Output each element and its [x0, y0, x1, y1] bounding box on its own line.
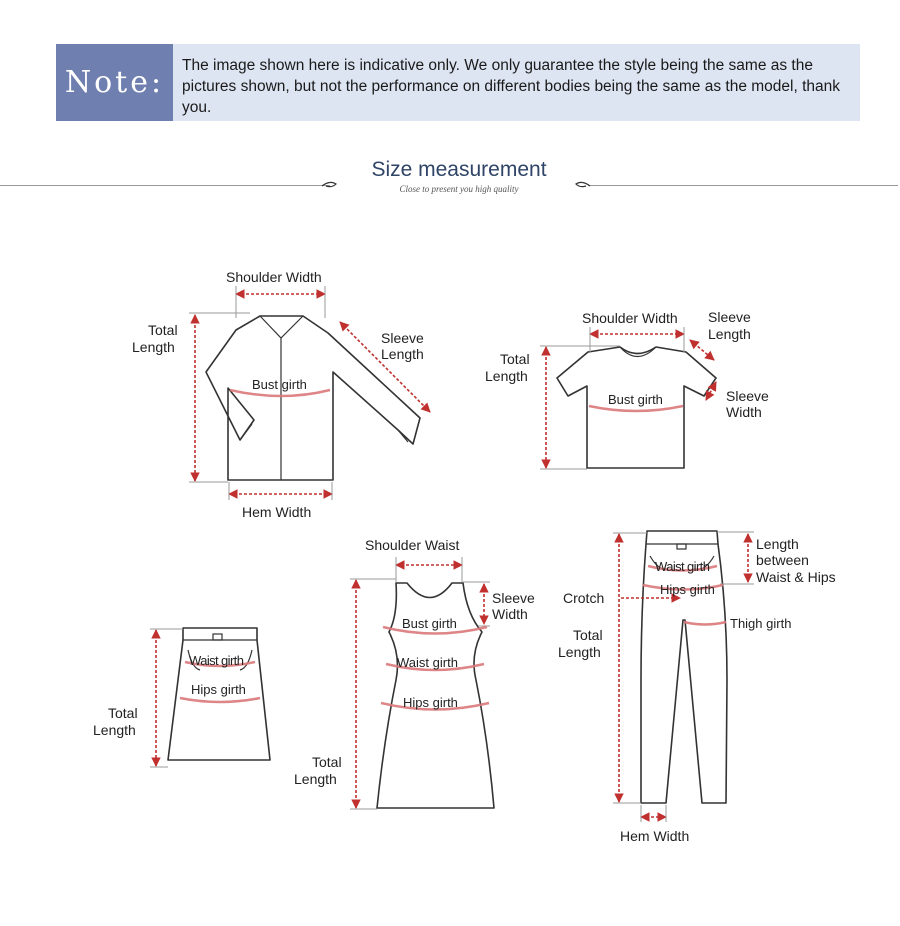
tshirt-sleeve-length-label-2: Length [708, 326, 751, 342]
skirt-hips-label: Hips girth [191, 682, 246, 697]
pants-length-between-label-2: between [756, 552, 809, 568]
section-subtitle: Close to present you high quality [399, 184, 519, 194]
pants-crotch-label: Crotch [563, 590, 605, 606]
tshirt-outline [557, 347, 716, 468]
skirt-length-label-1: Total [108, 705, 138, 721]
skirt-waist-label: Waist girth [189, 653, 244, 668]
shirt-length-label-1: Total [148, 322, 178, 338]
pants-length-between-label-1: Length [756, 536, 799, 552]
tshirt-sleeve-width-label-1: Sleeve [726, 388, 769, 404]
shirt-hem-label: Hem Width [242, 504, 312, 520]
tshirt-bust-label: Bust girth [608, 392, 663, 407]
dress-waist-label: Waist girth [397, 655, 458, 670]
pants-thigh-label: Thigh girth [730, 616, 792, 631]
dress-shoulder-label: Shoulder Waist [365, 537, 460, 553]
pants-diagram [558, 531, 836, 844]
tshirt-sleeve-length-label-1: Sleeve [708, 309, 751, 325]
swirl-right-icon [576, 182, 590, 186]
pants-length-label-2: Length [558, 644, 601, 660]
pants-hips-label: Hips girth [660, 582, 715, 597]
tshirt-shoulder-label: Shoulder Width [582, 310, 678, 326]
pants-length-label-1: Total [573, 627, 603, 643]
dress-length-label-1: Total [312, 754, 342, 770]
note-text: The image shown here is indicative only. We only guarantee the style being the same as the pictures shown, but not the performance on different bodies being the same as the model, thank you. [182, 57, 841, 116]
tshirt-sleeve-width-label-2: Width [726, 404, 762, 420]
shirt-sleeve-label-2: Length [381, 346, 424, 362]
tshirt-sleeve-length-line [690, 340, 714, 360]
tshirt-length-label-2: Length [485, 368, 528, 384]
shirt-bust-label: Bust girth [252, 377, 307, 392]
dress-bust-label: Bust girth [402, 616, 457, 631]
shirt-diagram [132, 269, 430, 520]
dress-hips-label: Hips girth [403, 695, 458, 710]
dress-length-label-2: Length [294, 771, 337, 787]
shirt-sleeve-label-1: Sleeve [381, 330, 424, 346]
dress-sleeve-width-label-1: Sleeve [492, 590, 535, 606]
pants-length-between-label-3: Waist & Hips [756, 569, 836, 585]
shirt-shoulder-label: Shoulder Width [226, 269, 322, 285]
skirt-length-label-2: Length [93, 722, 136, 738]
note-badge: Note: [56, 44, 173, 121]
section-title: Size measurement [371, 158, 547, 181]
swirl-left-icon [322, 182, 336, 186]
skirt-diagram [93, 628, 270, 767]
shirt-length-label-2: Length [132, 339, 175, 355]
dress-sleeve-width-label-2: Width [492, 606, 528, 622]
dress-diagram [294, 537, 535, 809]
pants-hem-label: Hem Width [620, 828, 690, 844]
tshirt-length-label-1: Total [500, 351, 530, 367]
tshirt-diagram [485, 309, 769, 469]
pants-waist-label: Waist girth [655, 559, 710, 574]
